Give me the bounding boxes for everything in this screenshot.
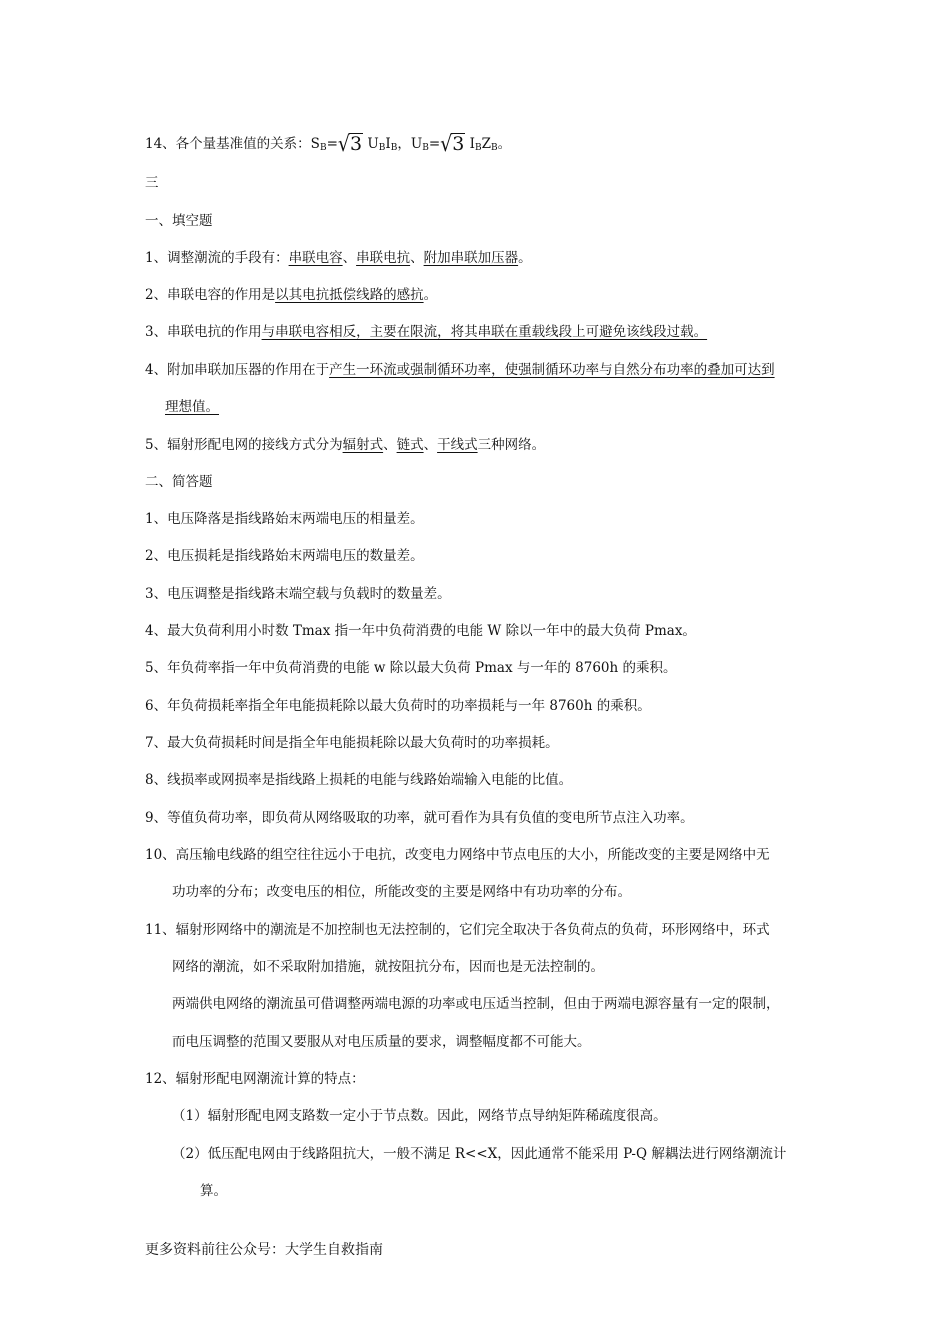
- answer-8: 8、线损率或网损率是指线路上损耗的电能与线路始端输入电能的比值。: [145, 772, 573, 788]
- formula-u: U: [363, 136, 379, 152]
- sqrt-symbol: [337, 131, 363, 157]
- question-text: 4、附加串联加压器的作用在于: [145, 362, 330, 378]
- answer-5: 5、年负荷率指一年中负荷消费的电能 w 除以最大负荷 Pmax 与一年的 8760h 的乘积。: [145, 660, 677, 676]
- formula-sep: ，U: [397, 136, 423, 152]
- fill-question-4: [145, 360, 775, 380]
- fill-question-2: [145, 285, 437, 305]
- answer-11-line-3: 两端供电网络的潮流虽可借调整两端电源的功率或电压适当控制，但由于两端电源容量有一定的限制，: [172, 996, 780, 1012]
- answer-11-line-2: 网络的潮流，如不采取附加措施，就按阻抗分布，因而也是无法控制的。: [172, 959, 604, 975]
- fill-question-4-cont: [165, 397, 219, 417]
- fill-question-3: [145, 322, 707, 342]
- answer-12-point-1: （1）辐射形配电网支路数一定小于节点数。因此，网络节点导纳矩阵稀疏度很高。: [172, 1108, 667, 1124]
- radical-sign: √: [440, 131, 453, 157]
- question-text: 3、串联电抗的作用: [145, 324, 262, 340]
- formula-line: [145, 133, 511, 158]
- subscript: B: [319, 143, 327, 153]
- answer-blank: 串联电抗: [356, 250, 411, 266]
- formula-i: I: [385, 136, 391, 152]
- separator: 、: [410, 250, 424, 266]
- short-answer-heading: 二、简答题: [145, 474, 213, 490]
- question-text: 5、辐射形配电网的接线方式分为: [145, 437, 343, 453]
- separator: 、: [423, 437, 438, 453]
- question-text: 1、调整潮流的手段有：: [145, 250, 289, 266]
- answer-2: 2、电压损耗是指线路始末两端电压的数量差。: [145, 548, 424, 564]
- formula-prefix: 14、各个量基准值的关系：S: [145, 136, 320, 152]
- question-text: 三种网络。: [477, 437, 546, 453]
- footer-note: 更多资料前往公众号：大学生自救指南: [145, 1242, 383, 1258]
- answer-blank: 串联电容: [288, 250, 343, 266]
- answer-blank: 与串联电容相反，主要在限流，将其串联在重载线段上可避免该线段过载。: [261, 324, 708, 340]
- answer-blank: 辐射式: [342, 437, 384, 453]
- section-three-heading: 三: [145, 175, 159, 191]
- punctuation: 。: [518, 250, 532, 266]
- formula-z: Z: [481, 136, 492, 152]
- answer-blank: 理想值。: [165, 399, 219, 415]
- answer-blank: 以其电抗抵偿线路的感抗: [275, 287, 424, 303]
- answer-blank: 链式: [396, 437, 424, 453]
- answer-12-title: 12、辐射形配电网潮流计算的特点：: [145, 1071, 365, 1087]
- answer-blank: 附加串联加压器: [423, 250, 519, 266]
- answer-4: 4、最大负荷利用小时数 Tmax 指一年中负荷消费的电能 W 除以一年中的最大负荷 Pmax。: [145, 623, 696, 639]
- answer-10-line-1: 10、高压输电线路的组空往往远小于电抗，改变电力网络中节点电压的大小，所能改变的主要是网络中无: [145, 847, 770, 863]
- answer-9: 9、等值负荷功率，即负荷从网络吸取的功率，就可看作为具有负值的变电所节点注入功率。: [145, 810, 694, 826]
- subscript: B: [422, 143, 429, 153]
- subscript: B: [378, 143, 386, 153]
- sqrt-symbol: [440, 131, 465, 157]
- answer-12-point-2-line-1: （2）低压配电网由于线路阻抗大，一般不满足 R<<X，因此通常不能采用 P-Q 解耦法进行网络潮流计: [172, 1146, 787, 1162]
- equals: =: [326, 136, 338, 152]
- answer-11-line-1: 11、辐射形网络中的潮流是不加控制也无法控制的，它们完全取决于各负荷点的负荷，环形网络中，环式: [145, 922, 770, 938]
- subscript: B: [491, 143, 498, 153]
- radical-sign: √: [337, 131, 350, 157]
- answer-3: 3、电压调整是指线路末端空载与负载时的数量差。: [145, 586, 451, 602]
- formula-end: 。: [497, 136, 512, 152]
- punctuation: 。: [423, 287, 438, 303]
- answer-12-point-2-line-2: 算。: [200, 1183, 227, 1199]
- answer-blank: 干线式: [437, 437, 478, 453]
- answer-10-line-2: 功功率的分布；改变电压的相位，所能改变的主要是网络中有功功率的分布。: [172, 884, 631, 900]
- answer-11-line-4: 而电压调整的范围又要服从对电压质量的要求，调整幅度都不可能大。: [172, 1034, 591, 1050]
- subscript: B: [475, 143, 482, 153]
- question-text: 2、串联电容的作用是: [145, 287, 276, 303]
- radicand: 3: [452, 133, 465, 155]
- separator: 、: [383, 437, 397, 453]
- radicand: 3: [349, 133, 363, 155]
- formula-i: I: [465, 136, 475, 152]
- answer-6: 6、年负荷损耗率指全年电能损耗除以最大负荷时的功率损耗与一年 8760h 的乘积。: [145, 698, 651, 714]
- fill-question-1: [145, 248, 532, 268]
- equals: =: [428, 136, 441, 152]
- answer-7: 7、最大负荷损耗时间是指全年电能损耗除以最大负荷时的功率损耗。: [145, 735, 559, 751]
- fill-blank-heading: 一、填空题: [145, 213, 213, 229]
- answer-blank: 产生一环流或强制循环功率，使强制循环功率与自然分布功率的叠加可达到: [329, 362, 775, 378]
- fill-question-5: [145, 435, 545, 455]
- subscript: B: [390, 143, 398, 153]
- answer-1: 1、电压降落是指线路始末两端电压的相量差。: [145, 511, 424, 527]
- separator: 、: [342, 250, 357, 266]
